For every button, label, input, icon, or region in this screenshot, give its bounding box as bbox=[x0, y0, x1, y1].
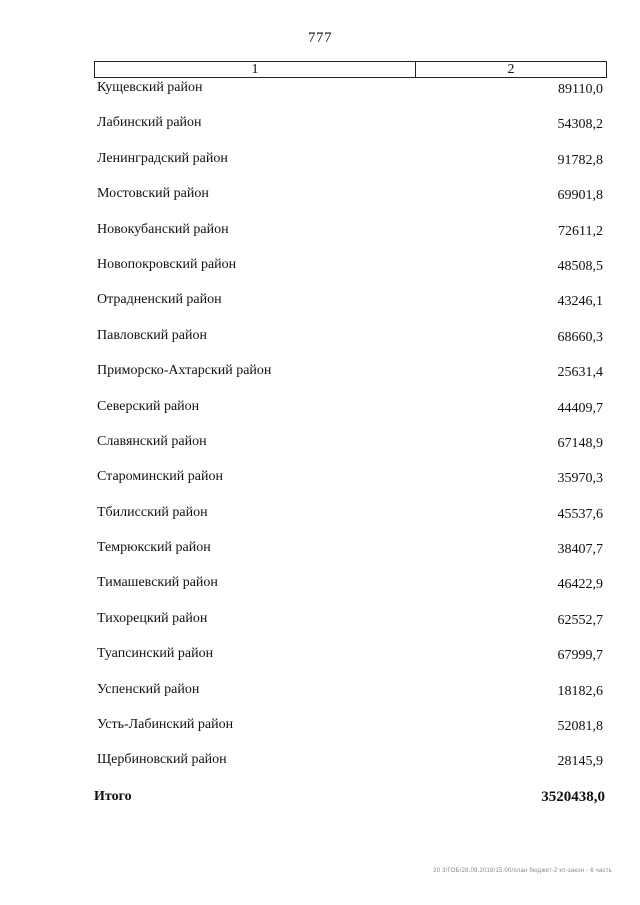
table-row bbox=[97, 115, 605, 150]
district-name: Усть-Лабинский район bbox=[97, 717, 234, 733]
district-value: 68660,3 bbox=[557, 329, 603, 345]
table-row bbox=[97, 752, 605, 787]
table-row bbox=[97, 80, 605, 115]
document-footer-stamp: 20 3/ГОБ/28.09.2018/15:00/план бюджет-2 кп-закон - 6 часть bbox=[433, 868, 612, 874]
district-name: Мостовский район bbox=[97, 186, 209, 202]
district-value: 38407,7 bbox=[557, 542, 603, 558]
district-value: 44409,7 bbox=[557, 400, 603, 416]
district-value: 43246,1 bbox=[557, 294, 603, 310]
district-value: 46422,9 bbox=[557, 577, 603, 593]
table-row bbox=[97, 363, 605, 398]
district-name: Темрюкский район bbox=[97, 540, 211, 556]
district-value: 69901,8 bbox=[557, 188, 603, 204]
district-value: 67148,9 bbox=[557, 435, 603, 451]
district-name: Ленинградский район bbox=[97, 150, 228, 166]
district-value: 67999,7 bbox=[557, 648, 603, 664]
table-row bbox=[97, 328, 605, 363]
district-value: 18182,6 bbox=[557, 683, 603, 699]
table-row bbox=[97, 186, 605, 221]
table-row bbox=[97, 717, 605, 752]
district-name: Тихорецкий район bbox=[97, 610, 208, 626]
district-name: Щербиновский район bbox=[97, 752, 227, 768]
table-row bbox=[97, 257, 605, 292]
district-name: Лабинский район bbox=[97, 115, 202, 131]
table-row bbox=[97, 434, 605, 469]
table-row bbox=[97, 292, 605, 327]
district-name: Отрадненский район bbox=[97, 292, 222, 308]
district-name: Староминский район bbox=[97, 469, 223, 485]
district-value: 72611,2 bbox=[558, 223, 603, 239]
table-header bbox=[94, 61, 607, 78]
district-name: Павловский район bbox=[97, 327, 207, 343]
table-row bbox=[97, 469, 605, 504]
district-name: Туапсинский район bbox=[97, 646, 214, 662]
district-name: Приморско-Ахтарский район bbox=[97, 363, 272, 379]
table-row bbox=[97, 505, 605, 540]
column-2-header: 2 bbox=[507, 62, 515, 77]
district-value: 48508,5 bbox=[557, 258, 603, 274]
district-value: 35970,3 bbox=[557, 471, 603, 487]
district-name: Северский район bbox=[97, 398, 200, 414]
district-name: Тимашевский район bbox=[97, 575, 218, 591]
district-table bbox=[97, 80, 605, 788]
district-value: 25631,4 bbox=[557, 365, 603, 381]
column-1-header: 1 bbox=[95, 62, 416, 77]
total-label: Итого bbox=[94, 789, 132, 804]
district-value: 89110,0 bbox=[558, 82, 603, 97]
district-value: 54308,2 bbox=[557, 117, 603, 133]
district-value: 45537,6 bbox=[557, 506, 603, 522]
total-value: 3520438,0 bbox=[541, 789, 605, 805]
table-row bbox=[97, 151, 605, 186]
table-row bbox=[97, 575, 605, 610]
table-row bbox=[97, 399, 605, 434]
table-row bbox=[97, 540, 605, 575]
district-value: 62552,7 bbox=[557, 612, 603, 628]
district-name: Кущевский район bbox=[97, 80, 203, 95]
district-value: 28145,9 bbox=[557, 754, 603, 770]
district-name: Славянский район bbox=[97, 433, 207, 449]
district-name: Успенский район bbox=[97, 681, 200, 697]
district-name: Новопокровский район bbox=[97, 256, 237, 272]
page-number: 777 bbox=[308, 30, 332, 46]
district-value: 52081,8 bbox=[557, 719, 603, 735]
table-row bbox=[97, 222, 605, 257]
table-row bbox=[97, 611, 605, 646]
district-name: Новокубанский район bbox=[97, 221, 229, 237]
table-row bbox=[97, 682, 605, 717]
table-row bbox=[97, 646, 605, 681]
district-name: Тбилисский район bbox=[97, 504, 208, 520]
district-value: 91782,8 bbox=[557, 152, 603, 168]
